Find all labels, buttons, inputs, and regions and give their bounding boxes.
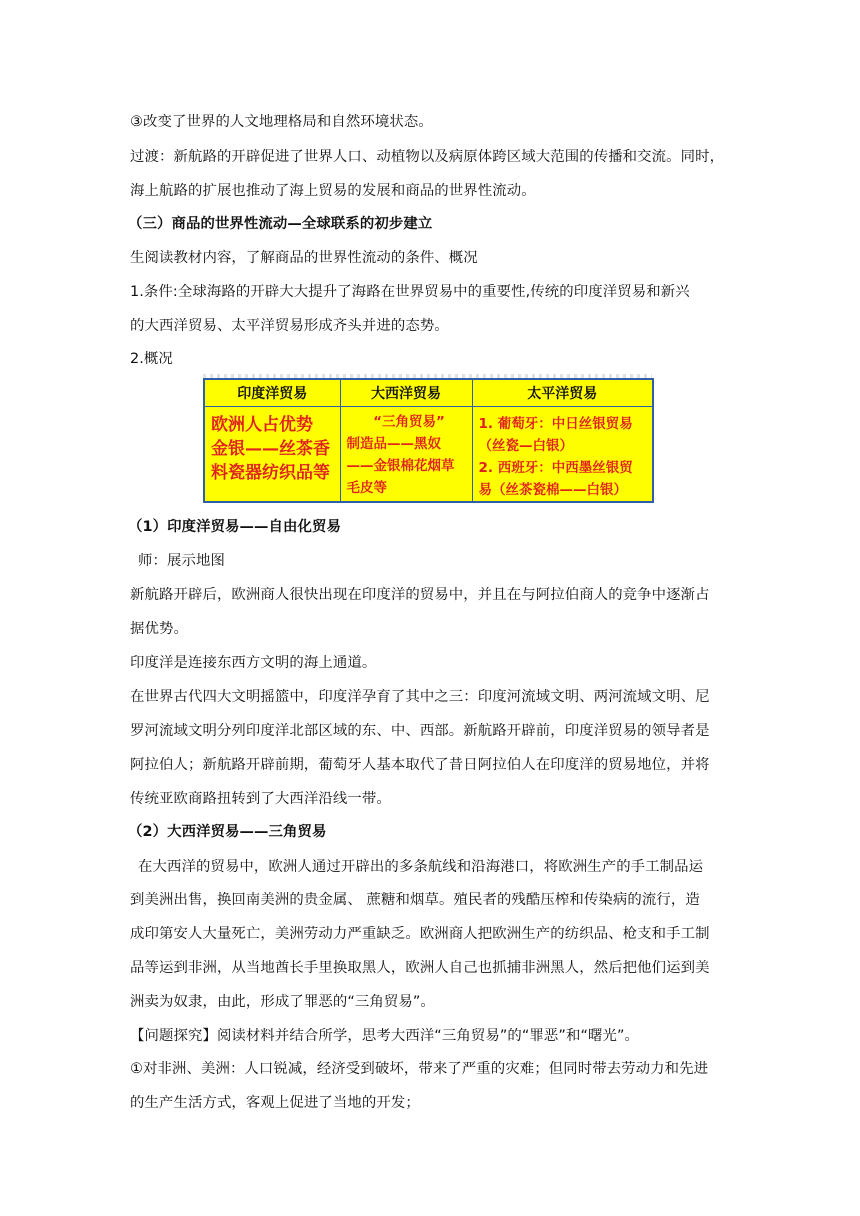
- text-line: 洲卖为奴隶，由此，形成了罪恶的“三角贸易”。: [130, 994, 435, 1010]
- cell-text: 制造品——黑奴: [346, 436, 441, 452]
- text-line: 师：展示地图: [138, 553, 225, 569]
- text-line: 传统亚欧商路扭转到了大西洋沿线一带。: [130, 791, 391, 807]
- subsection-heading: （1）印度洋贸易——自由化贸易: [128, 519, 341, 535]
- cell-text: 欧洲人占优势: [211, 415, 313, 435]
- text-line: 过渡：新航路的开辟促进了世界人口、动植物以及病原体跨区域大范围的传播和交流。同时，: [130, 149, 725, 165]
- text-line: 罗河流域文明分列印度洋北部区域的东、中、西部。新航路开辟前，印度洋贸易的领导者是: [130, 723, 710, 739]
- table-cell-indian-ocean: [204, 407, 340, 503]
- table-cell-pacific: [472, 407, 653, 503]
- text-line: 海上航路的扩展也推动了海上贸易的发展和商品的世界性流动。: [130, 183, 536, 199]
- cell-text: 1. 葡萄牙：中日丝银贸易: [478, 416, 633, 432]
- text-line: 在大西洋的贸易中，欧洲人通过开辟出的多条航线和沿海港口，将欧洲生产的手工制品运: [138, 859, 704, 875]
- text-line: 新航路开辟后，欧洲商人很快出现在印度洋的贸易中，并且在与阿拉伯商人的竞争中逐渐占: [130, 587, 710, 603]
- text-line: ①对非洲、美洲：人口锐减，经济受到破坏，带来了严重的灾难；但同时带去劳动力和先进: [130, 1061, 709, 1077]
- cell-text: 毛皮等: [346, 480, 387, 496]
- cell-text: 2. 西班牙：中西墨丝银贸: [478, 460, 633, 476]
- table-header-atlantic: 大西洋贸易: [340, 379, 472, 407]
- text-line: 的大西洋贸易、太平洋贸易形成齐头并进的态势。: [130, 318, 449, 334]
- text-line: 印度洋是连接东西方文明的海上通道。: [130, 655, 377, 671]
- table-header-pacific: 太平洋贸易: [472, 379, 653, 407]
- trade-overview-table: [203, 378, 654, 503]
- cell-text: 金银——丝茶香: [211, 439, 330, 459]
- text-line: 在世界古代四大文明摇篮中，印度洋孕育了其中之三：印度河流域文明、两河流域文明、尼: [130, 689, 710, 705]
- text-line: 生阅读教材内容，了解商品的世界性流动的条件、概况: [130, 250, 478, 266]
- cell-text: （丝瓷—白银）: [478, 438, 573, 454]
- text-line: 的生产生活方式，客观上促进了当地的开发；: [130, 1095, 420, 1111]
- text-line: 阿拉伯人；新航路开辟前期，葡萄牙人基本取代了昔日阿拉伯人在印度洋的贸易地位，并将: [130, 757, 710, 773]
- section-heading: （三）商品的世界性流动—全球联系的初步建立: [128, 216, 433, 232]
- text-line: 2.概况: [130, 351, 173, 367]
- text-line: 品等运到非洲，从当地酋长手里换取黑人，欧洲人自己也抓捕非洲黑人，然后把他们运到美: [130, 960, 710, 976]
- table-header-indian-ocean: 印度洋贸易: [204, 379, 340, 407]
- text-line: 到美洲出售，换回南美洲的贵金属、 蔗糖和烟草。殖民者的残酷压榨和传染病的流行，造: [130, 892, 700, 908]
- cell-text: 易（丝茶瓷棉——白银）: [478, 482, 627, 498]
- text-line: ③改变了世界的人文地理格局和自然环境状态。: [130, 114, 433, 130]
- text-line: 【问题探究】阅读材料并结合所学，思考大西洋“三角贸易”的“罪恶”和“曙光”。: [130, 1028, 640, 1044]
- cell-text: “三角贸易”: [373, 414, 445, 430]
- text-line: 1.条件:全球海路的开辟大大提升了海路在世界贸易中的重要性,传统的印度洋贸易和新兴: [130, 284, 690, 300]
- cell-text: 料瓷器纺织品等: [211, 463, 330, 483]
- text-line: 据优势。: [130, 621, 188, 637]
- text-line: 成印第安人大量死亡，美洲劳动力严重缺乏。欧洲商人把欧洲生产的纺织品、枪支和手工制: [130, 926, 710, 942]
- subsection-heading: （2）大西洋贸易——三角贸易: [128, 824, 327, 840]
- cell-text: ——金银棉花烟草: [346, 458, 455, 474]
- table-cell-atlantic: [340, 407, 472, 503]
